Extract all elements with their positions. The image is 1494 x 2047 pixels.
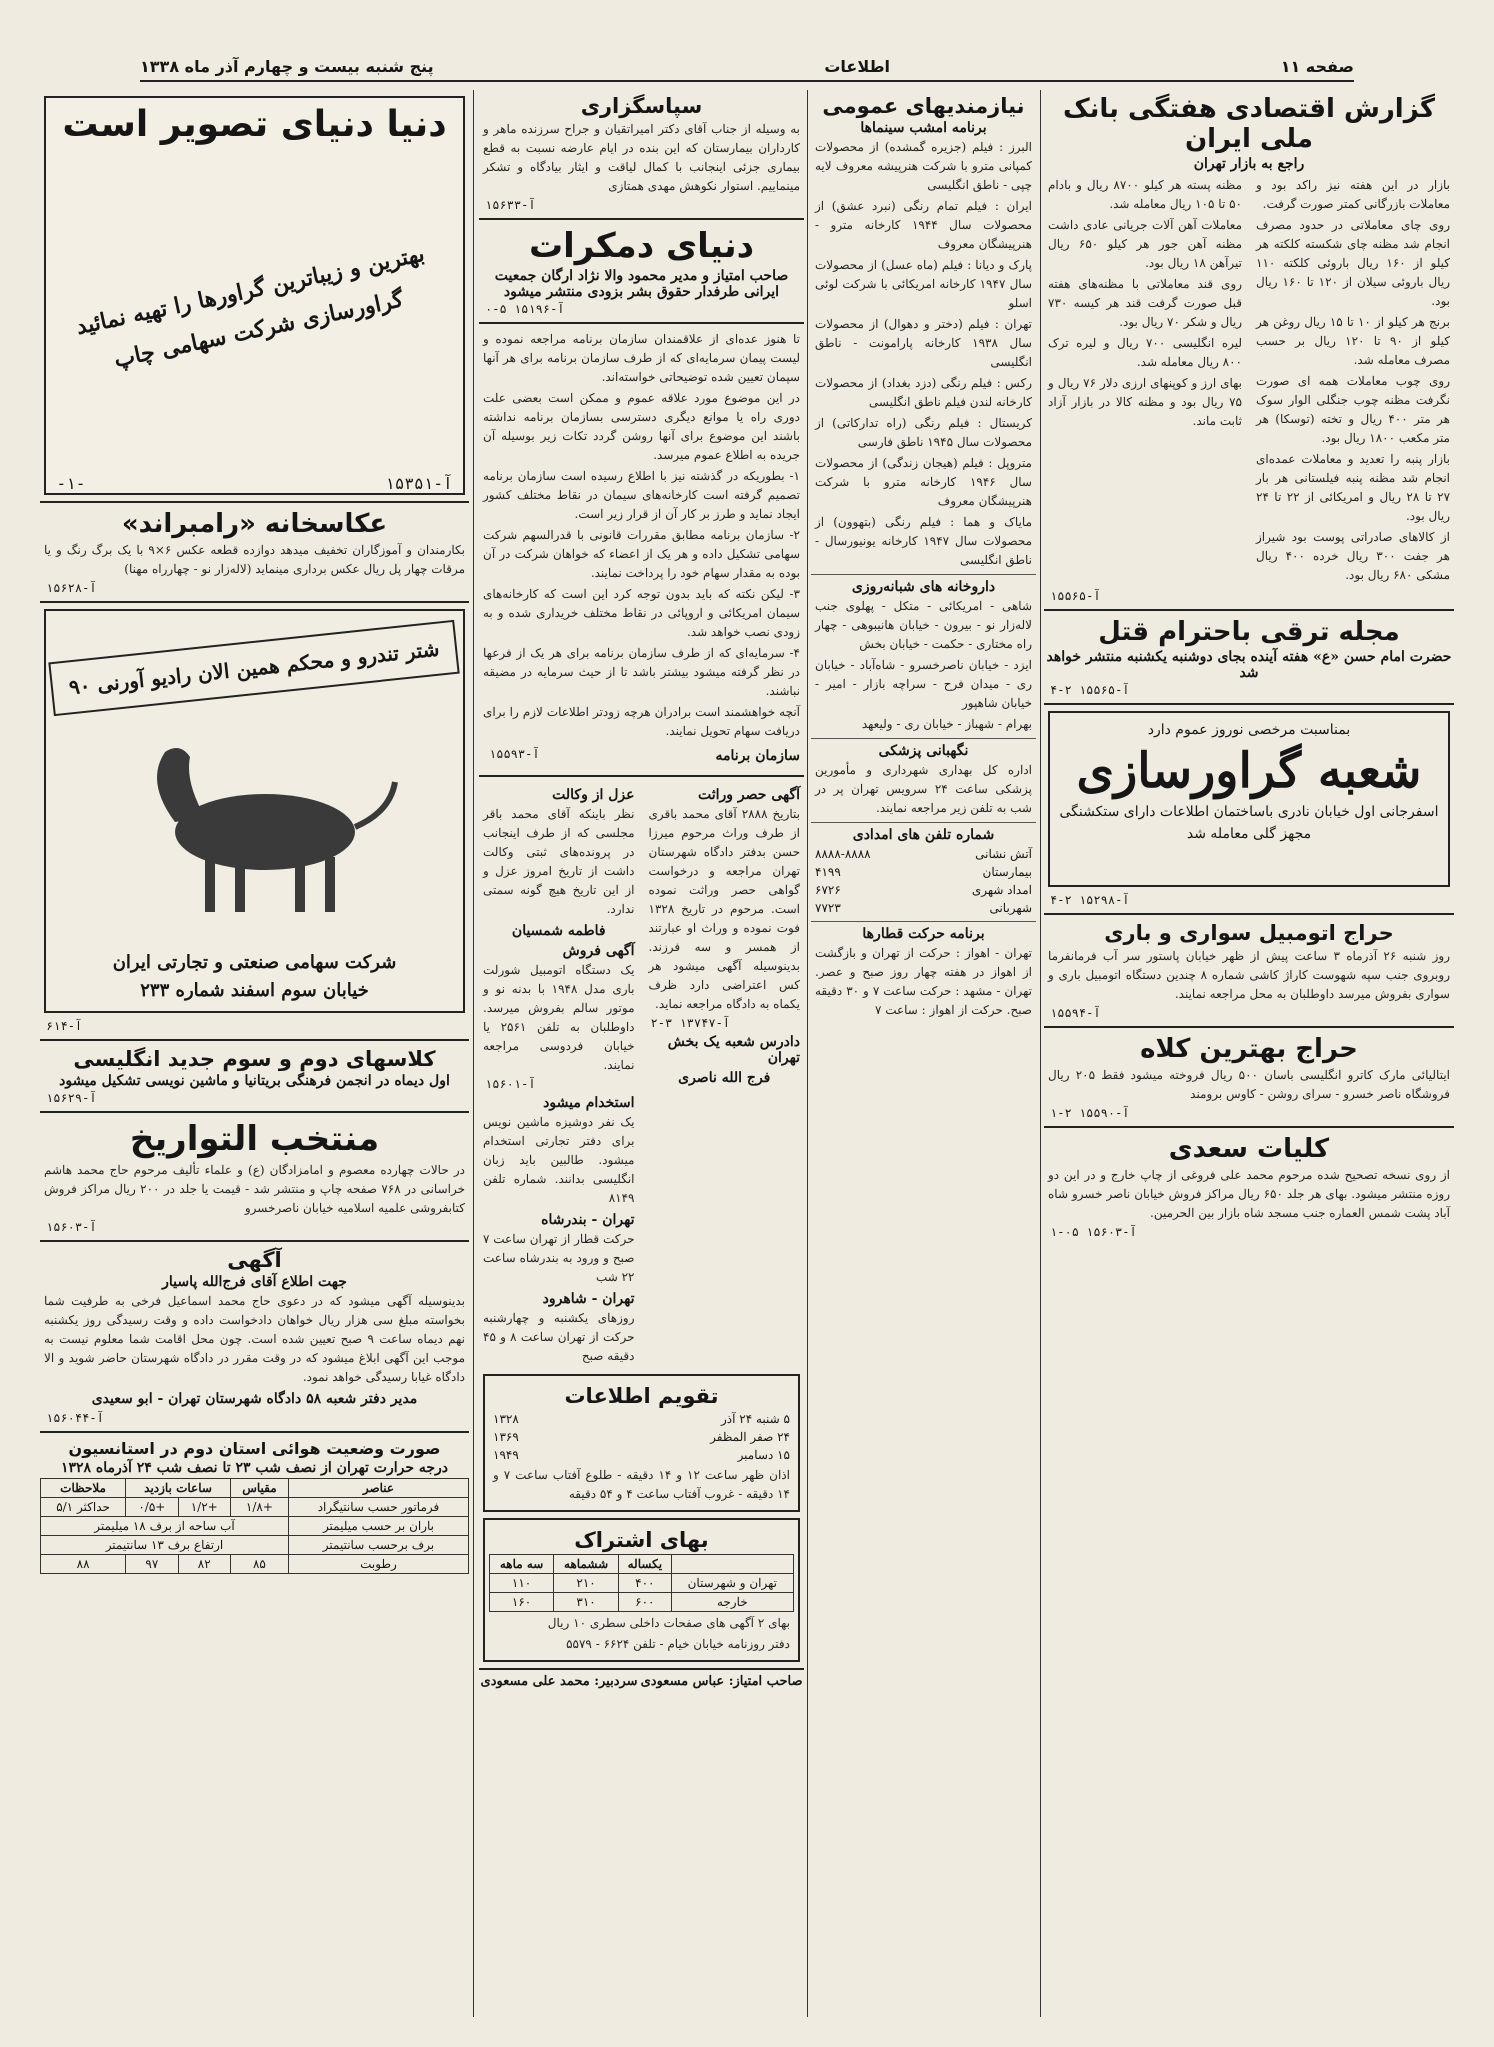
econ-paragraph: روی چوب معاملات همه ای صورت نگرفت مظنه چوب جنگلی الوار سوک هر متر ۴۰۰ ریال و تخته (توسکا) هر متر مکعب ۱۸۰۰ ریال بود. (1256, 374, 1450, 445)
history-book-ref: آ-۱۵۶۰۳ (46, 1220, 97, 1234)
economic-report-body (1044, 174, 1454, 587)
economic-report-subtitle: راجع به بازار تهران (1193, 156, 1305, 172)
democrat-world-title: دنیای دمکرات (528, 226, 755, 266)
plan-paragraph: ۲- سازمان برنامه مطابق مقررات قانونی با قدرالسهم شرکت سهامی تشکیل داده و هر یک از اعضاء که خواهان شرکت در آن بوده به مقدار سهام خود را پرداخت نمایند. (483, 528, 800, 580)
econ-paragraph: بازار در این هفته نیز راکد بود و معاملات بازرگانی کمتر صورت گرفت. (1256, 178, 1450, 211)
train-bandarshah-text: حرکت قطار از تهران ساعت ۷ صبح و ورود به بندرشاه ساعت ۲۲ شب (482, 1232, 635, 1284)
engraving-ad (1048, 711, 1450, 887)
engraving-ad-ref: آ-۱۵۲۹۸ ۲-۴ (1050, 893, 1130, 907)
magazine-ad-text: حضرت امام حسن «ع» هفته آینده بجای دوشنبه یکشنبه منتشر خواهد شد (1046, 649, 1452, 681)
illustration-headline: دنیا دنیای تصویر است (62, 104, 447, 145)
office-address: دفتر روزنامه خیابان خیام - تلفن ۶۶۲۴ - ۵۵۷۹ (566, 1637, 790, 1651)
phone-row: بیمارستان ۴۱۹۹ (815, 865, 1032, 879)
english-class-ref: آ-۱۵۶۲۹ (46, 1091, 97, 1105)
camel-radio-ad (44, 609, 465, 1013)
subscription-title: بهای اشتراک (574, 1528, 709, 1552)
table-row: باران بر حسب میلیمتر آب ساحه از برف ۱۸ میلیمتر (41, 1517, 469, 1536)
small-notices (479, 783, 804, 1368)
engraving-illustration-ad (44, 96, 465, 495)
english-class-title: کلاسهای دوم و سوم جدید انگلیسی (73, 1047, 436, 1071)
dismissal-title: عزل از وکالت (552, 787, 635, 803)
sale-title: آگهی فروش (562, 943, 635, 959)
car-auction-ref: آ-۱۵۵۹۴ (1050, 1006, 1101, 1020)
econ-paragraph: معاملات آهن آلات جریانی عادی داشت مظنه آهن جور هر کیلو ۶۵۰ ریال تیرآهن ۱۸ ریال بود. (1048, 218, 1243, 270)
plan-signer: سازمان برنامه (715, 748, 800, 764)
plan-paragraph: تا هنوز عده‌ای از علاقمندان سازمان برنامه مراجعه نموده و لیست پیمان سرمایه‌ای که از طرف سازمان برنامه برای هر آنها سپمان تعیین شده توضیحاتی خواسته‌اند. (483, 332, 800, 384)
editor-name: سردبیر: محمد علی مسعودی (480, 1674, 638, 1689)
publisher-footer (479, 1668, 804, 1689)
inheritance-ref: آ-۱۳۷۴۷ ۳-۲ (650, 1016, 731, 1030)
notice-text: بدینوسیله آگهی میشود که در دعوی حاج محمد اسماعیل فرخی به طرفیت شما بخواسته مبلغ سی هزار ریال خواهان دادخواست داده و وقت رسیدگی روز یکشنبه نهم دیماه ساعت ۹ صبح تعیین شده است. چون محل اقامت شما معلوم نیست به موجب این آگهی ابلاغ میشود که در وقت مقرر در دادگاه شهرستان حاضر شوید و الا دادگاه غیابا رسیدگی خواهد نمود. (44, 1294, 465, 1384)
english-class-text: اول دیماه در انجمن فرهنگی بریتانیا و ماشین نویسی تشکیل میشود (59, 1073, 450, 1089)
emergency-phones-heading: شماره تلفن های امدادی (852, 827, 995, 843)
small-notices-left (479, 783, 639, 1368)
pharmacy-item: شاهی - امریکائی - متکل - پهلوی جنب لاله‌زار نو - بیرون - خیابان هانیبوهی - چهار راه مختاری - حکمت - خیابان بخش (815, 599, 1032, 651)
court-title: دادرس شعبه یک بخش تهران (667, 1034, 800, 1066)
masthead (140, 52, 1354, 82)
column-public-needs (811, 90, 1036, 2017)
hiring-text: یک نفر دوشیزه ماشین نویس برای دفتر تجارتی استخدام میشود. طالبین باید زبان انگلیسی بدانند. شماره تلفن ۸۱۴۹ (483, 1115, 635, 1205)
paper-name: اطلاعات (824, 56, 891, 76)
thanks-text: به وسیله از جناب آقای دکتر امیراتقیان و جراح سرزنده ماهر و کارداران بیمارستان که این بنده در ایام عارضه نسبت به قطع بیماری جزئی اینجانب با کمال لیاقت و ایثار بیادگاه و تشکر مینماییم. استوار نکوهش مهدی همتازی (483, 122, 800, 193)
notice-ref: آ-۱۵۶۰۴۴ (46, 1411, 104, 1425)
phone-row: آتش نشانی ۸۸۸۸-۸۸۸۸ (815, 847, 1032, 861)
econ-paragraph: برنج هر کیلو از ۱۰ تا ۱۵ ریال روغن هر کیلو از ۹۰ تا ۱۲۰ ریال بر حسب مصرف معامله شد. (1256, 315, 1451, 367)
engraving-ad-top: بمناسبت مرخصی نوروز عموم دارد (1147, 722, 1351, 738)
weather-title: صورت وضعیت هوائی استان دوم در استانسیون (68, 1439, 441, 1458)
calendar-row: ۱۵ دسامبر ۱۹۴۹ (493, 1448, 790, 1462)
medical-guard-heading: نگهبانی پزشکی (878, 743, 969, 759)
court-signer: فرج الله ناصری (678, 1070, 771, 1086)
cinema-item: رکس : فیلم رنگی (دزد بغداد) از محصولات کارخانه لندن فیلم ناطق انگلیسی (815, 376, 1032, 409)
camel-icon (105, 722, 405, 922)
photo-studio-ref: آ-۱۵۶۲۸ (46, 581, 97, 595)
subscription-note: بهای ۲ آگهی های صفحات داخلی سطری ۱۰ ریال (547, 1616, 790, 1630)
cinema-item: ایران : فیلم تمام رنگی (نبرد عشق) از محصولات سال ۱۹۴۴ کارخانه مترو - هنرپیشگان معروف (815, 199, 1032, 251)
dismissal-signer: فاطمه شمسیان (511, 923, 606, 939)
thanks-ref: آ-۱۵۶۳۳ (485, 198, 536, 212)
saadi-ad-text: از روی نسخه تصحیح شده مرحوم محمد علی فروغی از چاپ خارج و در این دو روزه منتشر میشود. بهای هر جلد ۶۵۰ ریال مراکز فروش خیابان ناصر خسرو شاه آباد پشت شمس العماره جنب مسجد شاه بازار بین الحرمین. (1048, 1168, 1450, 1220)
table-row: خارجه ۶۰۰ ۳۱۰ ۱۶۰ (490, 1593, 794, 1612)
plan-paragraph: ۱- بطوریکه در گذشته نیز با اطلاع رسیده است سازمان برنامه تصمیم گرفته است کارخانه‌های سیمان در نقاط مختلف کشور ایجاد نماید و طرز بر کار آن از قرار زیر است. (483, 469, 800, 521)
phone-row: شهربانی ۷۷۲۳ (815, 901, 1032, 915)
weather-table: عناصر مقیاس ساعات بازدید ملاحظات فرماتور حسب سانتیگراد +۱/۸ +۱/۲ +۰/۵ حداکثر ۵/۱ باران بر حسب میلیمتر آب ساحه از برف ۱۸ میلیمتر برف برحسب سانتیمتر ارتفاع برف ۱۳ سانتیمتر رطوبت ۸۵ ۸۲ ۹۷ ۸۸ (40, 1478, 469, 1574)
history-book-title: منتخب التواریخ (129, 1119, 380, 1159)
camel-ref: آ-۶۱۴ (46, 1019, 83, 1033)
hat-auction-text: ایتالیائی مارک کاترو انگلیسی باسان ۵۰۰ ریال فروخته میشود فقط ۲۰۵ ریال فروشگاه ناصر خسرو - سرای روشن - کاوس برومند (1048, 1068, 1451, 1101)
trains-heading: برنامه حرکت قطارها (862, 926, 985, 942)
column-ads (40, 90, 469, 2017)
calendar-note: اذان ظهر ساعت ۱۲ و ۱۴ دقیقه - طلوع آفتاب ساعت ۷ و ۱۴ دقیقه - غروب آفتاب ساعت ۴ و ۵۴ دقیقه (493, 1468, 791, 1501)
trains-text: تهران - اهواز : حرکت از تهران و بازگشت از اهواز در هفته چهار روز صبح و عصر. تهران - مشهد : حرکت ساعت ۷ و ۳۰ دقیقه صبح. حرکت از اهواز : ساعت ۷ (815, 946, 1032, 1017)
econ-paragraph: بازار پنبه را تعدید و معاملات عمده‌ای انجام شد مظنه پنبه فیلستانی هر بار ۲۷ تا ۲۸ ریال و امریکائی از ۲۲ تا ۲۴ ریال بود. (1256, 452, 1451, 523)
hat-auction-title: حراج بهترین کلاه (1140, 1034, 1358, 1064)
public-needs-title: نیازمندیهای عمومی (822, 94, 1025, 118)
calendar-row: ۵ شنبه ۲۴ آذر ۱۳۲۸ (493, 1412, 790, 1426)
calendar-title: تقویم اطلاعات (564, 1384, 719, 1408)
plan-paragraph: در این موضوع مورد علاقه عموم و ممکن است بعضی علت دوری راه یا موانع دیگری دسترسی بسازمان برنامه نداشته باشند این موضوع برای آنها روشن گردد تکات زیر بوسیله آن جریده به اطلاع عموم میرسد. (483, 391, 800, 462)
camel-footer: شرکت سهامی صنعتی و تجارتی ایران خیابان سوم اسفند شماره ۲۳۳ (112, 952, 397, 1001)
table-row: تهران و شهرستان ۴۰۰ ۲۱۰ ۱۱۰ (490, 1574, 794, 1593)
democrat-world-subtitle: صاحب امتیاز و مدیر محمود والا نژاد ارگان جمعیت ایرانی طرفدار حقوق بشر بزودی منتشر میشود (494, 268, 789, 300)
illustration-refs: آ-۱۵۳۵۱ -۱- (56, 474, 453, 493)
magazine-ad-title: مجله ترقی باحترام قتل (1098, 617, 1400, 647)
subscription-table: یکساله ششماهه سه ماهه تهران و شهرستان ۴۰۰ ۲۱۰ ۱۱۰ خارجه ۶۰۰ ۳۱۰ ۱۶۰ (489, 1554, 794, 1612)
train-shahrud-title: تهران - شاهرود (542, 1291, 635, 1307)
pharmacy-item: ایزد - خیابان ناصرخسرو - شاه‌آباد - خیابان ری - میدان فرح - سراچه بازار - امیر - خیابان شاهپور (815, 658, 1032, 710)
cinemas-heading: برنامه امشب سینماها (860, 120, 987, 136)
train-shahrud-text: روزهای یکشنبه و چهارشنبه حرکت از تهران ساعت ۸ و ۴۵ دقیقه صبح (483, 1311, 635, 1363)
plan-paragraph: آنچه خواهشمند است برادران هرچه زودتر اطلاعات لازم را برای دریافت سهام تحویل نمایند. (483, 705, 800, 738)
notice-subtitle: جهت اطلاع آقای فرج‌الله پاسیار (162, 1274, 347, 1290)
plan-ref: آ-۱۵۵۹۳ (489, 747, 540, 761)
cinema-item: مایاک و هما : فیلم رنگی (بتهوون) از محصولات سال ۱۹۴۷ کارخانه یونیورسال - ناطق انگلیسی (815, 515, 1032, 567)
small-notices-right (645, 783, 805, 1368)
magazine-ad-ref: آ-۱۵۵۶۵ ۲-۴ (1050, 683, 1130, 697)
weather-subtitle: درجه حرارت تهران از نصف شب ۲۳ تا نصف شب ۲۴ آذرماه ۱۳۲۸ (60, 1460, 449, 1476)
sale-ref: آ-۱۵۶۰۱ (485, 1077, 536, 1091)
notice-signer: مدیر دفتر شعبه ۵۸ دادگاه شهرستان تهران - ابو سعیدی (91, 1391, 418, 1407)
cinema-item: کریستال : فیلم رنگی (راه تدارکاتی) از محصولات سال ۱۹۴۵ ناطق فارسی (815, 416, 1032, 449)
table-row: فرماتور حسب سانتیگراد +۱/۸ +۱/۲ +۰/۵ حداکثر ۵/۱ (41, 1498, 469, 1517)
photo-studio-text: بکارمندان و آموزگاران تخفیف میدهد دوازده قطعه عکس ۶×۹ با یک برگ رنگ و یا مرقات چهار پل ریال عکس برداری مینماید (لاله‌زار نو - چهارراه مهنا) (44, 543, 465, 576)
engraving-ad-text: اسفرجانی اول خیابان نادری باساختمان اطلاعات دارای ستکشنگی مجهز گلی معامله شد (1059, 804, 1439, 842)
econ-paragraph: بهای ارز و کوپنهای ارزی دلار ۷۶ ریال و ۷۵ ریال بود و مظنه کالا در بازار آزاد ثابت ماند. (1048, 376, 1242, 428)
dismissal-text: نظر باینکه آقای محمد باقر مجلسی که از طرف اینجانب در پرونده‌های ثبتی وکالت داشت از تاریخ امروز عزل و از این تاریخ هیچ گونه سمتی ندارد. (483, 807, 635, 916)
saadi-ad-title: کلیات سعدی (1168, 1134, 1330, 1164)
inheritance-title: آگهی حصر وراثت (698, 787, 800, 803)
econ-paragraph: روی قند معاملاتی با مظنه‌های هفته قبل صورت گرفت قند هر کیسه ۷۳۰ ریال و شکر ۷۰ ریال بود. (1048, 277, 1242, 329)
columns (40, 90, 1454, 2017)
phone-row: امداد شهری ۶۷۲۶ (815, 883, 1032, 897)
hiring-title: استخدام میشود (543, 1095, 635, 1111)
pharmacy-item: بهرام - شهباز - خیابان ری - ولیعهد (861, 717, 1032, 731)
econ-paragraph: روی چای معاملاتی در حدود مصرف انجام شد مظنه چای شکسته کلکته هر کیلو از ۱۶۰ ریال باروئی کلکته ۱۱۰ ریال باروئی سیلان از ۱۲۰ تا ۱۶۰ ریال بود. (1256, 218, 1451, 308)
column-economic (1044, 90, 1454, 2017)
train-bandarshah-title: تهران - بندرشاه (541, 1212, 635, 1228)
plan-paragraph: ۳- لیکن نکته که باید بدون توجه کرد این است که کارخانه‌های سیمان امریکائی و اروپائی در نقاط مختلف خریداری شده و به زودی نصب خواهد شد. (483, 587, 800, 639)
pharmacies-heading: داروخانه های شبانه‌روزی (851, 579, 996, 595)
history-book-text: در حالات چهارده معصوم و امامزادگان (ع) و علماء تألیف مرحوم حاج محمد هاشم خراسانی در ۷۶۸ صفحه چاپ و منتشر شد - قیمت یا جلد در ۲۰۰ ریال مراکز فروش کتابفروشی علمیه اسلامیه خیابان ناصرخسرو (44, 1163, 465, 1215)
cinema-item: تهران : فیلم (دختر و دهوال) از محصولات سال ۱۹۳۸ کارخانه پارامونت - ناطق انگلیسی (815, 317, 1032, 369)
owner-name: صاحب امتیاز: عباس مسعودی (640, 1674, 803, 1689)
column-notices (479, 90, 804, 2017)
inheritance-text: بتاریخ ۲۸۸۸ آقای محمد باقری از طرف وراث مرحوم میرزا حسن بدفتر دادگاه شهرستان تهران مراجعه و درخواست گواهی حصر وراثت نموده است. مرحوم در تاریخ ۱۳۲۸ فوت نموده و وراث او عبارتند از همسر و سه فرزند. بدینوسیله آگهی میشود هر کس اعتراضی دارد ظرف یکماه به دادگاه مراجعه نماید. (648, 807, 800, 1011)
thanks-title: سپاسگزاری (580, 94, 703, 118)
car-auction-title: حراج اتومبیل سواری و باری (1104, 921, 1394, 945)
medical-guard-text: اداره کل بهداری شهرداری و مأمورین پزشکی ساعت ۲۴ سرویس تهران پر در شب به تلفن زیر مراجعه نمایند. (815, 763, 1033, 815)
cinema-item: البرز : فیلم (جزیره گمشده) از محصولات کمپانی مترو با شرکت هنرپیشه معروف لایه چپی - ناطق انگلیسی (815, 140, 1032, 192)
democrat-world-ref: آ-۱۵۱۹۶ ۵-۰ (485, 302, 565, 316)
notice-title: آگهی (227, 1248, 282, 1272)
cinema-item: متروپل : فیلم (هیجان زندگی) از محصولات سال ۱۹۴۶ کارخانه مترو با شرکت هنرپیشگان معروف (815, 456, 1032, 508)
table-row: رطوبت ۸۵ ۸۲ ۹۷ ۸۸ (41, 1555, 469, 1574)
page-number: صفحه ۱۱ (1280, 56, 1354, 76)
car-auction-text: روز شنبه ۲۶ آذرماه ۳ ساعت پیش از ظهر خیابان پاستور سر آب فرمانفرما روبروی جنب سپه شهوست کاراژ کاشی شماره ۸ چندین دستگاه اتومبیل باری و سواری بفروش میرسد داوطلبان به محل مراجعه نمایند. (1048, 949, 1450, 1001)
engraving-ad-title: شعبه گراورسازی (1076, 743, 1422, 799)
plan-paragraph: ۴- سرمایه‌ای که از طرف سازمان برنامه برای هر یک از فرعها در نظر گرفته میشود بیشتر باشد تا از حیث سرمایه در مضیقه نباشند. (483, 646, 800, 698)
hat-auction-ref: آ-۱۵۵۹۰ ۲-۱ (1050, 1106, 1130, 1120)
econ-paragraph: از کالاهای صادراتی پوست بود شیراز هر جفت ۳۰۰ ریال خرده ۴۰۰ ریال مشکی ۶۸۰ ریال بود. (1256, 530, 1450, 582)
subscription-box (483, 1518, 800, 1662)
photo-studio-title: عکاسخانه «رامبراند» (121, 509, 388, 539)
saadi-ad-ref: آ-۱۵۶۰۳ ۰۵-۱ (1050, 1225, 1137, 1239)
camel-slogan: شتر تندرو و محکم همین الان رادیو آورنی ۹۰ (49, 620, 461, 716)
table-row: برف برحسب سانتیمتر ارتفاع برف ۱۳ سانتیمتر (41, 1536, 469, 1555)
calendar-row: ۲۴ صفر المظفر ۱۳۶۹ (493, 1430, 790, 1444)
econ-paragraph: مظنه پسته هر کیلو ۸۷۰۰ ریال و بادام ۵۰ تا ۱۰۵ ریال معامله شد. (1048, 178, 1242, 211)
sale-text: یک دستگاه اتومبیل شورلت باری مدل ۱۹۴۸ با بدنه نو و موتور سالم بفروش میرسد. داوطلبان به تلفن ۲۵۶۱ یا خیابان فردوسی مراجعه نمایند. (483, 963, 635, 1072)
cinema-item: پارک و دیانا : فیلم (ماه عسل) از محصولات سال ۱۹۴۷ کارخانه امریکائی با شرکت لوئی اسلو (815, 258, 1032, 310)
econ-paragraph: لیره انگلیسی ۷۰۰ ریال و لیره ترک ۸۰۰ ریال معامله شد. (1048, 336, 1243, 369)
calendar-box (483, 1374, 800, 1512)
plan-footer (483, 743, 800, 769)
illustration-script: بهترین و زیباترین گراورها را تهیه نمائید گراورسازی شرکت سهامی چاپ (73, 240, 427, 373)
economic-report-title: گزارش اقتصادی هفتگی بانک ملی ایران (1063, 94, 1435, 154)
issue-date: پنج شنبه بیست و چهارم آذر ماه ۱۳۳۸ (140, 56, 434, 76)
econ-ref: آ-۱۵۵۶۵ (1050, 589, 1101, 603)
